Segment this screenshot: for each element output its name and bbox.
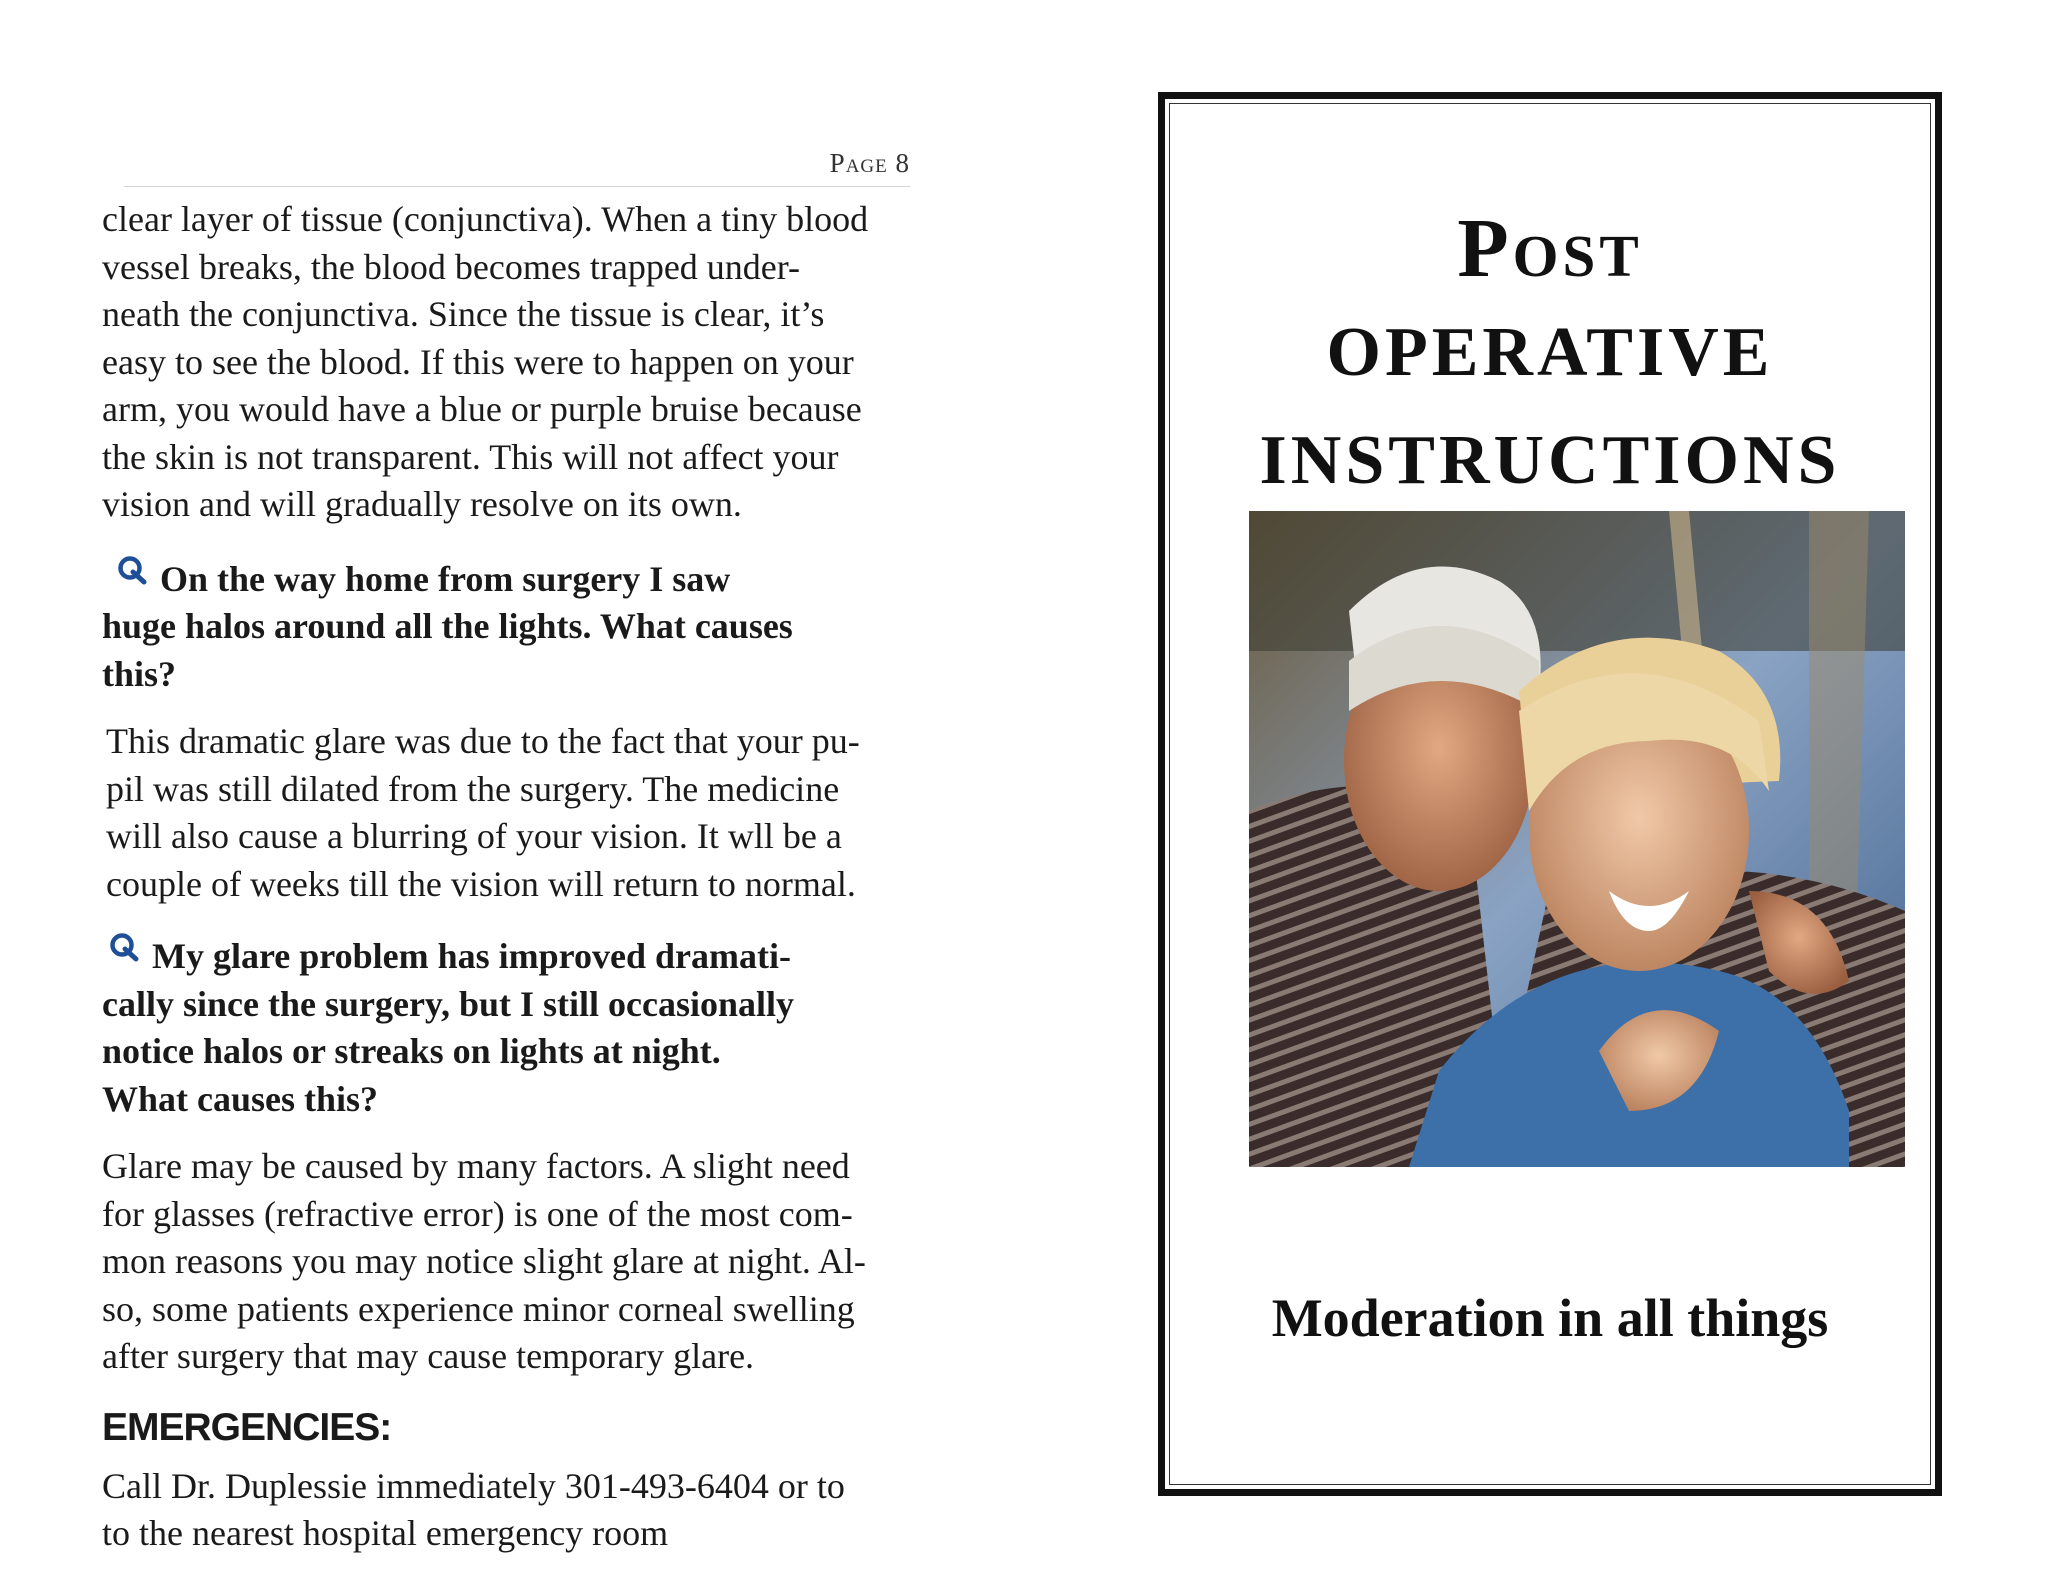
title-line-operative: OPERATIVE [1326, 314, 1774, 391]
couple-photo-illustration [1249, 511, 1905, 1167]
text-line: vision and will gradually resolve on its own. [102, 484, 742, 524]
title-line-instructions: INSTRUCTIONS [1259, 422, 1841, 499]
text-line: Glare may be caused by many factors. A slight need [102, 1146, 850, 1186]
emergencies-text [102, 1463, 910, 1558]
emergencies-heading: EMERGENCIES: [102, 1405, 392, 1449]
text-line: for glasses (refractive error) is one of the most com- [102, 1193, 853, 1234]
page-content [102, 196, 910, 1558]
question-2 [102, 932, 910, 1123]
text-line: arm, you would have a blue or purple bruise because [102, 389, 862, 429]
header-rule [124, 186, 910, 187]
text-line: couple of weeks till the vision will return to normal. [106, 863, 856, 904]
cover-tagline: Moderation in all things [1271, 1288, 1829, 1348]
text-line: after surgery that may cause temporary glare. [102, 1336, 755, 1376]
question-icon [116, 555, 148, 585]
text-line: the skin is not transparent. This will not affect your [102, 436, 839, 477]
question-line: cally since the surgery, but I still occasionally [102, 983, 794, 1024]
page-number: Page 8 [829, 148, 910, 178]
text-line: Call Dr. Duplessie immediately 301-493-6404 or to [102, 1465, 845, 1506]
text-line: mon reasons you may notice slight glare at night. Al- [102, 1241, 866, 1281]
answer-1 [102, 718, 910, 908]
title-line-post: Post [1457, 202, 1643, 295]
text-line: to the nearest hospital emergency room [102, 1513, 669, 1553]
left-page [0, 0, 1000, 1582]
cover-photo [1249, 511, 1905, 1167]
question-line: On the way home from surgery I saw [160, 558, 731, 599]
cover-panel [1158, 92, 1942, 1496]
question-icon [108, 932, 140, 962]
text-line: clear layer of tissue (conjunctiva). When a tiny blood [102, 199, 869, 239]
text-line: vessel breaks, the blood becomes trapped under- [102, 246, 801, 287]
text-line: This dramatic glare was due to the fact that your pu- [106, 721, 860, 761]
text-line: pil was still dilated from the surgery. The medicine [106, 768, 840, 809]
text-line: easy to see the blood. If this were to happen on your [102, 341, 854, 382]
question-line: My glare problem has improved dramati- [152, 936, 791, 976]
question-line: huge halos around all the lights. What causes [102, 606, 793, 646]
question-line: What causes this? [102, 1078, 379, 1119]
text-line: so, some patients experience minor corneal swelling [102, 1288, 855, 1329]
question-line: this? [102, 653, 177, 694]
intro-paragraph [102, 196, 910, 529]
text-line: neath the conjunctiva. Since the tissue is clear, it’s [102, 294, 825, 334]
question-1 [102, 555, 910, 699]
question-line: notice halos or streaks on lights at night. [102, 1031, 721, 1071]
cover-title [1165, 199, 1935, 515]
answer-2 [102, 1143, 910, 1381]
text-line: will also cause a blurring of your vision. It wll be a [106, 816, 842, 856]
